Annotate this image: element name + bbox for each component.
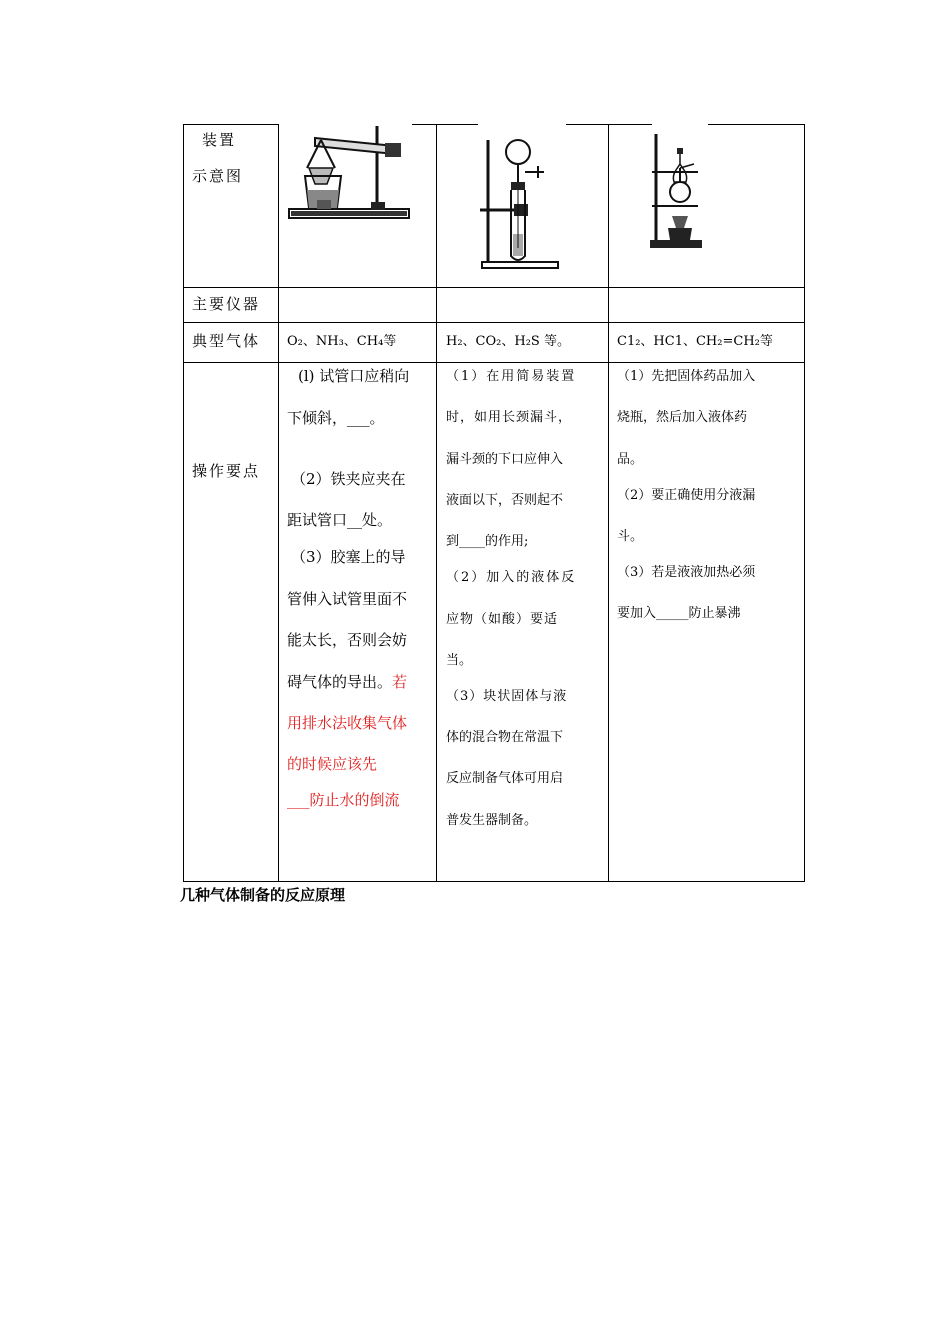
points-col1-black-text: 碍气体的导出。: [287, 673, 393, 691]
points-col2-line: （3）块状固体与液: [446, 689, 568, 704]
row-separator: [183, 322, 805, 323]
row-label-device: [192, 166, 243, 186]
points-col1-line: 能太长，否则会妨: [287, 631, 408, 649]
points-col2-line: 漏斗颈的下口应伸入: [446, 452, 564, 467]
points-col2-line: （2）加入的液体反: [446, 570, 577, 585]
row-label-gases: 典型气体: [192, 332, 261, 350]
points-col1-line: [287, 662, 407, 703]
points-col2-line: （1）在用简易装置: [446, 369, 577, 384]
points-col2-line: 体的混合物在常温下: [446, 730, 564, 745]
row-label-instruments: 主要仪器: [192, 295, 261, 313]
table-border-top: [412, 124, 478, 125]
points-col3-line: （3）若是液液加热必须: [617, 565, 756, 580]
table-divider-col1: [278, 124, 279, 882]
points-col1-red-line: 用排水法收集气体: [287, 714, 408, 732]
solid-heating-apparatus-diagram: [285, 124, 413, 224]
row-separator: [183, 287, 805, 288]
points-col2-line: 时，如用长颈漏斗，: [446, 410, 573, 425]
points-col2-line: 当。: [446, 653, 473, 668]
gases-col1: O₂、NH₃、CH₄等: [287, 334, 397, 349]
points-col1-line: 距试管口__处。: [287, 511, 393, 529]
points-col1-red-line: ___防止水的倒流: [287, 791, 400, 809]
points-col1-red-text: 若: [392, 673, 408, 691]
gases-col3: C1₂、HC1、CH₂=CH₂等: [617, 334, 773, 349]
flask-heating-apparatus-diagram: [650, 124, 710, 250]
points-col1-red-line: 的时候应该先: [287, 755, 378, 773]
table-divider-col2: [436, 124, 437, 882]
funnel-test-tube-apparatus-diagram: [478, 124, 568, 272]
points-col1-line: (l) 试管口应稍向: [298, 367, 410, 385]
row-label-device-line1: 装置: [202, 131, 237, 149]
points-col1-line: （3）胶塞上的导: [291, 548, 406, 566]
points-col3-line: 要加入_____防止暴沸: [617, 606, 741, 621]
points-col3-line: （2）要正确使用分液漏: [617, 488, 756, 503]
points-col1-line: 管伸入试管里面不: [287, 590, 408, 608]
points-col2-line: 液面以下，否则起不: [446, 493, 564, 508]
points-col2-line: 应物（如酸）要适: [446, 612, 559, 627]
points-col3-line: 烧瓶，然后加入液体药: [617, 410, 748, 425]
points-col2-line: 普发生器制备。: [446, 813, 538, 828]
table-border-bottom: [183, 881, 805, 882]
points-col3-line: （1）先把固体药品加入: [617, 369, 756, 384]
row-label-device-line2: 示意图: [192, 167, 244, 185]
table-border-top: [566, 124, 652, 125]
table-border-right: [804, 124, 805, 882]
row-label-device: [202, 130, 236, 150]
points-col1-line: （2）铁夹应夹在: [291, 470, 406, 488]
table-border-top: [183, 124, 279, 125]
points-col2-line: 反应制备气体可用启: [446, 771, 564, 786]
points-col2-line: 到____的作用;: [446, 534, 529, 549]
points-col3-line: 品。: [617, 452, 644, 467]
gases-col2: H₂、CO₂、H₂S 等。: [446, 334, 570, 349]
points-col1-line: 下倾斜，___。: [287, 409, 385, 427]
section-title: 几种气体制备的反应原理: [180, 886, 346, 904]
table-border-top: [708, 124, 805, 125]
table-border-left: [183, 124, 184, 882]
points-col3-line: 斗。: [617, 529, 644, 544]
table-divider-col3: [608, 124, 609, 882]
row-label-points: 操作要点: [192, 462, 261, 480]
